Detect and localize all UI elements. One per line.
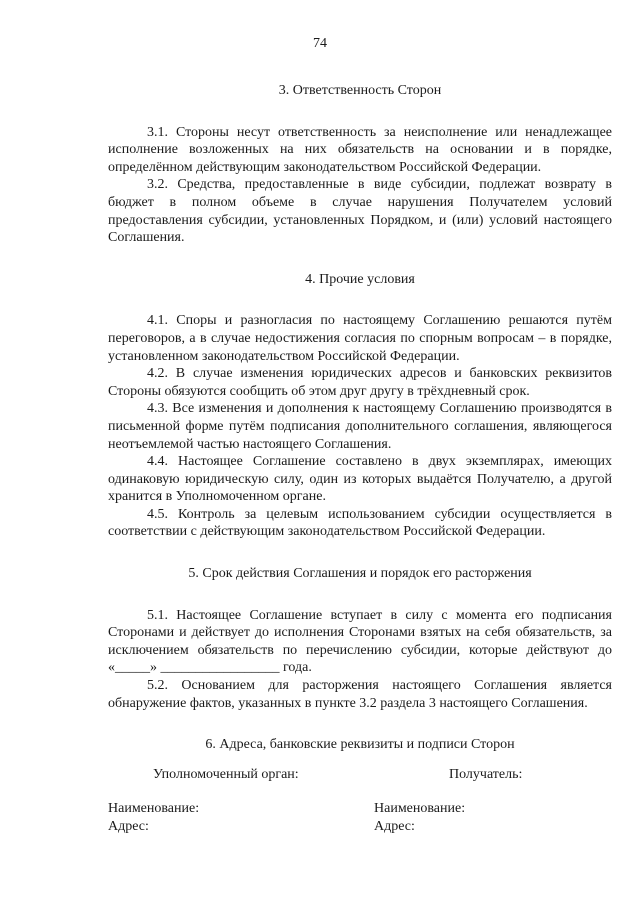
left-party-label: Уполномоченный орган: <box>153 767 299 782</box>
section-4-heading: 4. Прочие условия <box>305 271 415 287</box>
clause-3-1: 3.1. Стороны несут ответственность за неисполнение или ненадлежащее исполнение возложенных на них обязательств на основании и в порядке, определённом действующим законодательством Российской Федерации. <box>108 124 612 175</box>
clause-5-2: 5.2. Основанием для расторжения настоящего Соглашения является обнаружение фактов, указанных в пункте 3.2 раздела 3 настоящего Соглашения. <box>108 678 612 711</box>
page-number: 74 <box>313 36 327 51</box>
clause-5-1: 5.1. Настоящее Соглашение вступает в силу с момента его подписания Сторонами и действует до исполнения Сторонами взятых на себя обязательств, за исключением обязательств по перечислению субсидии, которые действуют до «_____» _________________ года. <box>108 607 612 676</box>
left-name-label: Наименование: <box>108 801 200 816</box>
clause-4-2: 4.2. В случае изменения юридических адресов и банковских реквизитов Стороны обязуются сообщить об этом друг другу в трёхдневный срок. <box>108 366 612 399</box>
right-party-label: Получатель: <box>449 767 523 782</box>
clause-3-2: 3.2. Средства, предоставленные в виде субсидии, подлежат возврату в бюджет в полном объеме в случае нарушения Получателем условий предоставления субсидии, установленных Порядком, и (или) условий настоящего Соглашения. <box>108 177 612 246</box>
section-3-heading: 3. Ответственность Сторон <box>278 83 442 98</box>
clause-4-5: 4.5. Контроль за целевым использованием субсидии осуществляется в соответствии с действующим законодательством Российской Федерации. <box>108 506 612 540</box>
left-address-label: Адрес: <box>108 819 149 834</box>
section-5-heading: 5. Срок действия Соглашения и порядок его расторжения <box>188 566 532 582</box>
clause-4-3: 4.3. Все изменения и дополнения к настоящему Соглашению производятся в письменной форме путём подписания дополнительного соглашения, являющегося неотъемлемой частью настоящего Соглашения. <box>108 401 612 452</box>
right-address-label: Адрес: <box>374 819 415 834</box>
clause-4-4: 4.4. Настоящее Соглашение составлено в двух экземплярах, имеющих одинаковую юридическую силу, один из которых выдаётся Получателю, а другой хранится в Уполномоченном органе. <box>108 454 612 505</box>
section-6-heading: 6. Адреса, банковские реквизиты и подписи Сторон <box>205 737 515 753</box>
clause-4-1: 4.1. Споры и разногласия по настоящему Соглашению решаются путём переговоров, а в случае недостижения согласия по спорным вопросам – в порядке, установленном законодательством Российской Федерации. <box>108 313 612 364</box>
document-body <box>108 82 612 754</box>
right-name-label: Наименование: <box>374 801 466 816</box>
